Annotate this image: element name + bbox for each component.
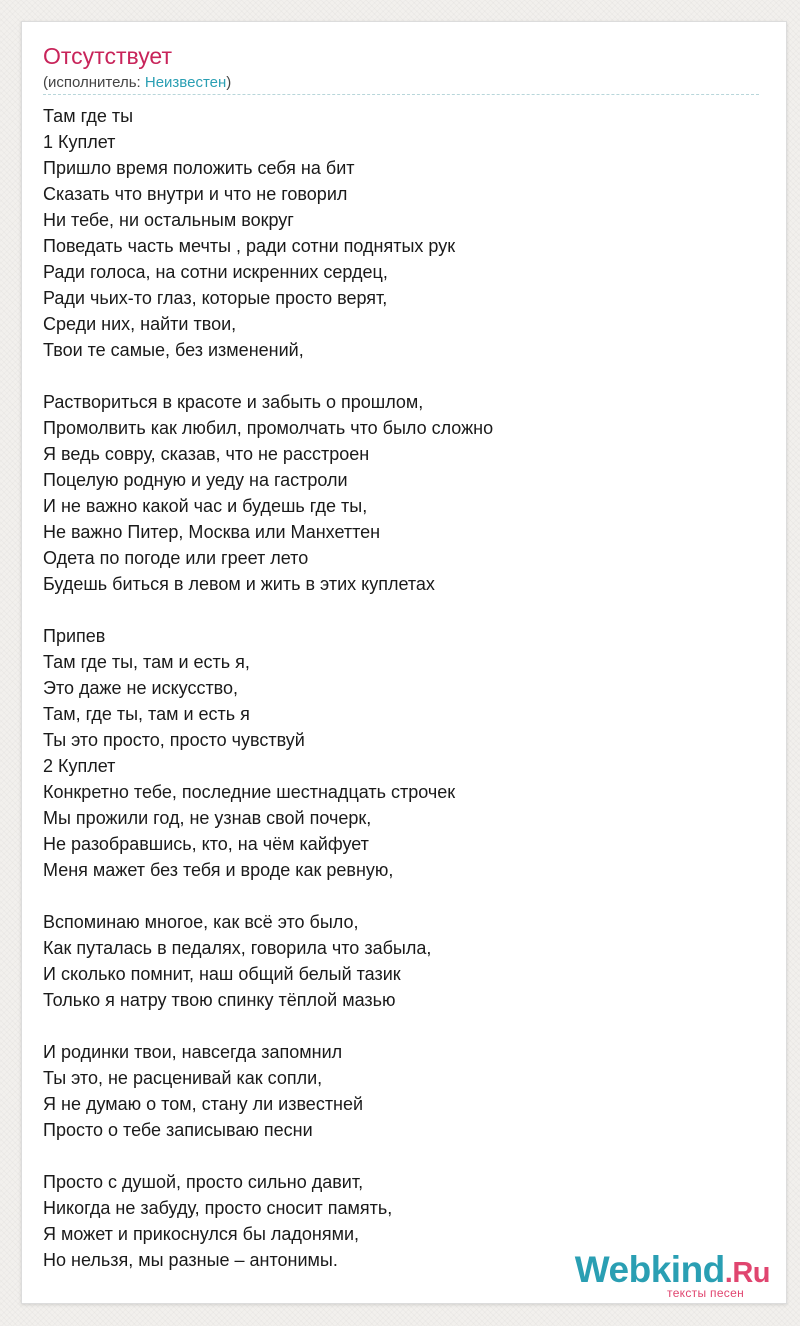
stanza-break (43, 1013, 763, 1039)
song-title: Отсутствует (43, 43, 172, 69)
lyric-line: Там, где ты, там и есть я (43, 704, 250, 724)
lyrics-text (43, 103, 763, 1273)
lyric-line: Будешь биться в левом и жить в этих куплетах (43, 574, 435, 594)
lyric-line: И сколько помнит, наш общий белый тазик (43, 964, 401, 984)
lyric-line: Ты это, не расценивай как сопли, (43, 1068, 323, 1088)
lyric-line: Мы прожили год, не узнав свой почерк, (43, 808, 372, 828)
lyric-line: Поведать часть мечты , ради сотни поднятых рук (43, 236, 456, 256)
lyrics-card (21, 21, 787, 1304)
lyric-line: Конкретно тебе, последние шестнадцать строчек (43, 782, 456, 802)
lyric-line: Я не думаю о том, стану ли известней (43, 1094, 364, 1114)
logo-tld: .Ru (724, 1257, 770, 1289)
lyric-line: 1 Куплет (43, 132, 116, 152)
stanza-break (43, 597, 763, 623)
lyric-line: Только я натру твою спинку тёплой мазью (43, 990, 396, 1010)
title-divider (43, 94, 759, 95)
lyric-line: Пришло время положить себя на бит (43, 158, 355, 178)
webkind-logo[interactable] (570, 1250, 770, 1300)
lyric-line: Сказать что внутри и что не говорил (43, 184, 348, 204)
lyric-line: Поцелую родную и уеду на гастроли (43, 470, 348, 490)
lyric-line: Ни тебе, ни остальным вокруг (43, 210, 294, 230)
artist-link[interactable]: Неизвестен (144, 74, 227, 91)
stanza-break (43, 363, 763, 389)
lyric-line: Ради голоса, на сотни искренних сердец, (43, 262, 388, 282)
lyric-line: Просто о тебе записываю песни (43, 1120, 313, 1140)
lyric-line: Твои те самые, без изменений, (43, 340, 304, 360)
lyric-line: Никогда не забуду, просто сносит память, (43, 1198, 393, 1218)
lyric-line: Среди них, найти твои, (43, 314, 237, 334)
logo-name: Webkind (574, 1249, 725, 1290)
lyric-line: Просто с душой, просто сильно давит, (43, 1172, 364, 1192)
logo-tagline: тексты песен (667, 1286, 744, 1300)
lyric-line: Не важно Питер, Москва или Манхеттен (43, 522, 381, 542)
lyric-line: Там где ты (43, 106, 134, 126)
artist-suffix: ) (226, 74, 232, 91)
lyric-line: Но нельзя, мы разные – антонимы. (43, 1250, 338, 1270)
lyric-line: Там где ты, там и есть я, (43, 652, 250, 672)
lyric-line: Раствориться в красоте и забыть о прошлом, (43, 392, 424, 412)
lyric-line: И родинки твои, навсегда запомнил (43, 1042, 343, 1062)
lyric-line: Я может и прикоснулся бы ладонями, (43, 1224, 360, 1244)
lyric-line: Я ведь совру, сказав, что не расстроен (43, 444, 370, 464)
stanza-break (43, 1143, 763, 1169)
lyric-line: Как путалась в педалях, говорила что забыла, (43, 938, 432, 958)
lyric-line: Одета по погоде или греет лето (43, 548, 309, 568)
artist-prefix: (исполнитель: (43, 74, 145, 91)
artist-line (43, 73, 231, 93)
lyric-line: Ты это просто, просто чувствуй (43, 730, 305, 750)
lyric-line: 2 Куплет (43, 756, 116, 776)
lyric-line: Ради чьих-то глаз, которые просто верят, (43, 288, 388, 308)
lyric-line: Промолвить как любил, промолчать что было сложно (43, 418, 494, 438)
stanza-break (43, 883, 763, 909)
lyric-line: Припев (43, 626, 106, 646)
lyric-line: И не важно какой час и будешь где ты, (43, 496, 368, 516)
lyric-line: Меня мажет без тебя и вроде как ревную, (43, 860, 394, 880)
lyric-line: Не разобравшись, кто, на чём кайфует (43, 834, 369, 854)
lyric-line: Вспоминаю многое, как всё это было, (43, 912, 359, 932)
lyric-line: Это даже не искусство, (43, 678, 239, 698)
